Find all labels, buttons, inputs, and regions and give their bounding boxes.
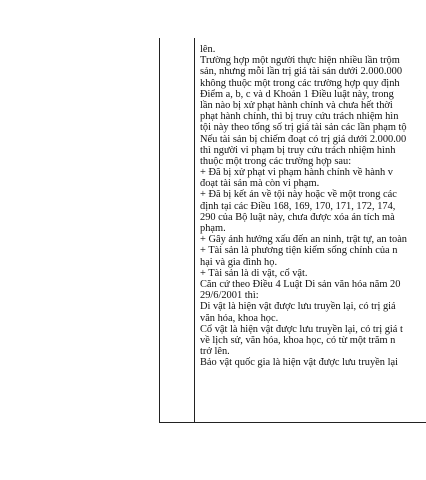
- text-line: hại và gia đình họ.: [200, 256, 278, 268]
- text-line: định tại các Điều 168, 169, 170, 171, 172, 174,: [200, 200, 396, 212]
- text-line: thuộc một trong các trường hợp sau:: [200, 155, 352, 167]
- text-line: + Đã bị xử phạt vi phạm hành chính về hành v: [200, 167, 393, 179]
- text-line: Điểm a, b, c và d Khoản 1 Điều luật này, trong: [200, 88, 394, 100]
- text-line: Nếu tài sản bị chiếm đoạt có trị giá dưới 2.000.00: [200, 133, 407, 145]
- text-line: Di vật là hiện vật được lưu truyền lại, có trị giá: [200, 301, 396, 313]
- column-divider: [194, 38, 195, 422]
- text-line: + Tài sản là di vật, cổ vật.: [200, 267, 308, 279]
- text-line: về lịch sử, văn hóa, khoa học, có từ một trăm n: [200, 334, 396, 346]
- text-line: Trường hợp một người thực hiện nhiều lần trộm: [200, 55, 400, 67]
- text-line: + Gây ảnh hưởng xấu đến an ninh, trật tự, an toàn: [200, 234, 408, 246]
- text-line: đoạt tài sản mà còn vi phạm.: [200, 178, 320, 190]
- text-line: + Đã bị kết án về tội này hoặc về một trong các: [200, 189, 397, 201]
- text-line: phạm.: [200, 223, 226, 234]
- text-line: lần nào bị xử phạt hành chính và chưa hết thời: [200, 99, 393, 111]
- text-line: + Tài sản là phương tiện kiếm sống chính của n: [200, 245, 398, 257]
- table-left-column: [159, 38, 194, 422]
- text-line: Cổ vật là hiện vật được lưu truyền lại, có trị giá t: [200, 323, 403, 335]
- text-line: 290 của Bộ luật này, chưa được xóa án tích mà: [200, 211, 395, 223]
- text-line: văn hóa, khoa học.: [200, 312, 279, 324]
- text-line: tội này theo tổng số trị giá tài sản các lần phạm tộ: [200, 122, 407, 134]
- text-line: 29/6/2001 thì:: [200, 290, 259, 302]
- text-line: thì người vi phạm bị truy cứu trách nhiệm hình: [200, 144, 396, 156]
- text-line: Bảo vật quốc gia là hiện vật được lưu truyền lại: [200, 357, 398, 369]
- table-content-cell: [200, 44, 426, 420]
- text-line: phạt hành chính, thì bị truy cứu trách nhiệm hìn: [200, 111, 399, 123]
- text-line: không thuộc một trong các trường hợp quy định: [200, 77, 400, 89]
- text-line: lên.: [200, 44, 216, 55]
- text-line: Căn cứ theo Điều 4 Luật Di sản văn hóa năm 20: [200, 278, 401, 290]
- text-line: trở lên.: [200, 346, 230, 358]
- text-line: sản, nhưng mỗi lần trị giá tài sản dưới 2.000.000: [200, 66, 403, 78]
